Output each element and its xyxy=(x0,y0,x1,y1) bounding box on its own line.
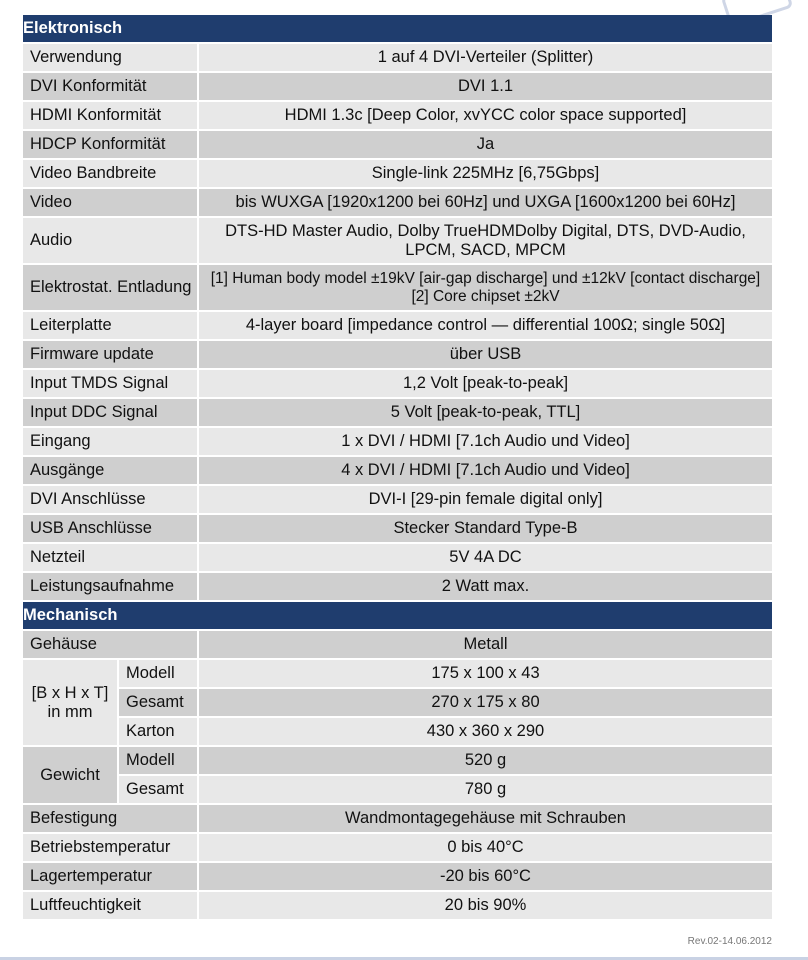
spec-sublabel: Karton xyxy=(119,718,199,745)
spec-value: bis WUXGA [1920x1200 bei 60Hz] und UXGA [1600x1200 bei 60Hz] xyxy=(199,189,772,216)
spec-label: Lagertemperatur xyxy=(23,863,199,890)
spec-label: HDMI Konformität xyxy=(23,102,199,129)
spec-label: Ausgänge xyxy=(23,457,199,484)
spec-row xyxy=(23,312,772,339)
spec-value: 0 bis 40°C xyxy=(199,834,772,861)
spec-value: Stecker Standard Type-B xyxy=(199,515,772,542)
spec-label: Video xyxy=(23,189,199,216)
spec-subrow xyxy=(23,660,772,687)
spec-value: 20 bis 90% xyxy=(199,892,772,919)
spec-label: Audio xyxy=(23,218,199,263)
spec-sublabel: Modell xyxy=(119,660,199,687)
dimensions-group-label xyxy=(23,660,119,745)
spec-row xyxy=(23,544,772,571)
spec-sheet xyxy=(23,15,772,921)
spec-value: 780 g xyxy=(199,776,772,803)
spec-subrow xyxy=(23,718,772,745)
spec-row xyxy=(23,44,772,71)
spec-label: DVI Anschlüsse xyxy=(23,486,199,513)
spec-row xyxy=(23,102,772,129)
revision-note: Rev.02-14.06.2012 xyxy=(687,936,772,947)
spec-row xyxy=(23,457,772,484)
spec-value: HDMI 1.3c [Deep Color, xvYCC color space supported] xyxy=(199,102,772,129)
spec-label: Leistungsaufnahme xyxy=(23,573,199,600)
spec-value: DVI 1.1 xyxy=(199,73,772,100)
spec-sublabel: Modell xyxy=(119,747,199,774)
spec-label: Video Bandbreite xyxy=(23,160,199,187)
spec-value-line: [2] Core chipset ±2kV xyxy=(411,287,560,305)
spec-row xyxy=(23,73,772,100)
spec-value: 270 x 175 x 80 xyxy=(199,689,772,716)
spec-label: Luftfeuchtigkeit xyxy=(23,892,199,919)
spec-row xyxy=(23,131,772,158)
spec-value: 5V 4A DC xyxy=(199,544,772,571)
spec-value: 5 Volt [peak-to-peak, TTL] xyxy=(199,399,772,426)
spec-label: Input TMDS Signal xyxy=(23,370,199,397)
spec-row xyxy=(23,892,772,919)
spec-label: HDCP Konformität xyxy=(23,131,199,158)
spec-label: Firmware update xyxy=(23,341,199,368)
spec-row xyxy=(23,486,772,513)
spec-value: Single-link 225MHz [6,75Gbps] xyxy=(199,160,772,187)
spec-row xyxy=(23,265,772,310)
spec-row xyxy=(23,341,772,368)
spec-subrow xyxy=(23,747,772,774)
spec-value: 4-layer board [impedance control — differential 100Ω; single 50Ω] xyxy=(199,312,772,339)
spec-value: 1 auf 4 DVI-Verteiler (Splitter) xyxy=(199,44,772,71)
spec-label: USB Anschlüsse xyxy=(23,515,199,542)
spec-value-line: [1] Human body model ±19kV [air-gap discharge] und ±12kV [contact discharge] xyxy=(210,269,761,287)
spec-value: Wandmontagegehäuse mit Schrauben xyxy=(199,805,772,832)
spec-row xyxy=(23,631,772,658)
spec-label: Befestigung xyxy=(23,805,199,832)
spec-value-line: LPCM, SACD, MPCM xyxy=(405,240,566,259)
spec-label: Leiterplatte xyxy=(23,312,199,339)
spec-value: DVI-I [29-pin female digital only] xyxy=(199,486,772,513)
spec-value: über USB xyxy=(199,341,772,368)
spec-label: Gehäuse xyxy=(23,631,199,658)
spec-label: Eingang xyxy=(23,428,199,455)
section-title: Elektronisch xyxy=(23,15,772,42)
spec-sublabel: Gesamt xyxy=(119,689,199,716)
spec-row xyxy=(23,370,772,397)
spec-label: Betriebstemperatur xyxy=(23,834,199,861)
spec-row xyxy=(23,218,772,263)
spec-label: Input DDC Signal xyxy=(23,399,199,426)
spec-value: Ja xyxy=(199,131,772,158)
spec-label: Netzteil xyxy=(23,544,199,571)
section-title: Mechanisch xyxy=(23,602,772,629)
section-header-mechanical xyxy=(23,602,772,629)
spec-row xyxy=(23,805,772,832)
spec-subrow xyxy=(23,776,772,803)
spec-value: Metall xyxy=(199,631,772,658)
spec-value: 430 x 360 x 290 xyxy=(199,718,772,745)
spec-row xyxy=(23,428,772,455)
spec-sublabel: Gesamt xyxy=(119,776,199,803)
spec-value: 1 x DVI / HDMI [7.1ch Audio und Video] xyxy=(199,428,772,455)
spec-row xyxy=(23,515,772,542)
spec-value: 175 x 100 x 43 xyxy=(199,660,772,687)
spec-row xyxy=(23,399,772,426)
spec-row xyxy=(23,863,772,890)
spec-row xyxy=(23,160,772,187)
spec-value-line: DTS-HD Master Audio, Dolby TrueHDMDolby Digital, DTS, DVD-Audio, xyxy=(225,221,746,240)
spec-value: 520 g xyxy=(199,747,772,774)
spec-label: Elektrostat. Entladung xyxy=(23,265,199,310)
spec-table xyxy=(23,13,772,921)
spec-value xyxy=(199,218,772,263)
spec-value xyxy=(199,265,772,310)
spec-value: 1,2 Volt [peak-to-peak] xyxy=(199,370,772,397)
spec-row xyxy=(23,834,772,861)
group-label-line: [B x H x T] xyxy=(31,683,109,702)
spec-value: 2 Watt max. xyxy=(199,573,772,600)
spec-row xyxy=(23,573,772,600)
spec-value: -20 bis 60°C xyxy=(199,863,772,890)
group-label-line: in mm xyxy=(47,702,93,721)
spec-value: 4 x DVI / HDMI [7.1ch Audio und Video] xyxy=(199,457,772,484)
weight-group-label: Gewicht xyxy=(23,747,119,803)
spec-row xyxy=(23,189,772,216)
spec-label: Verwendung xyxy=(23,44,199,71)
section-header-electronic xyxy=(23,15,772,42)
spec-label: DVI Konformität xyxy=(23,73,199,100)
spec-subrow xyxy=(23,689,772,716)
